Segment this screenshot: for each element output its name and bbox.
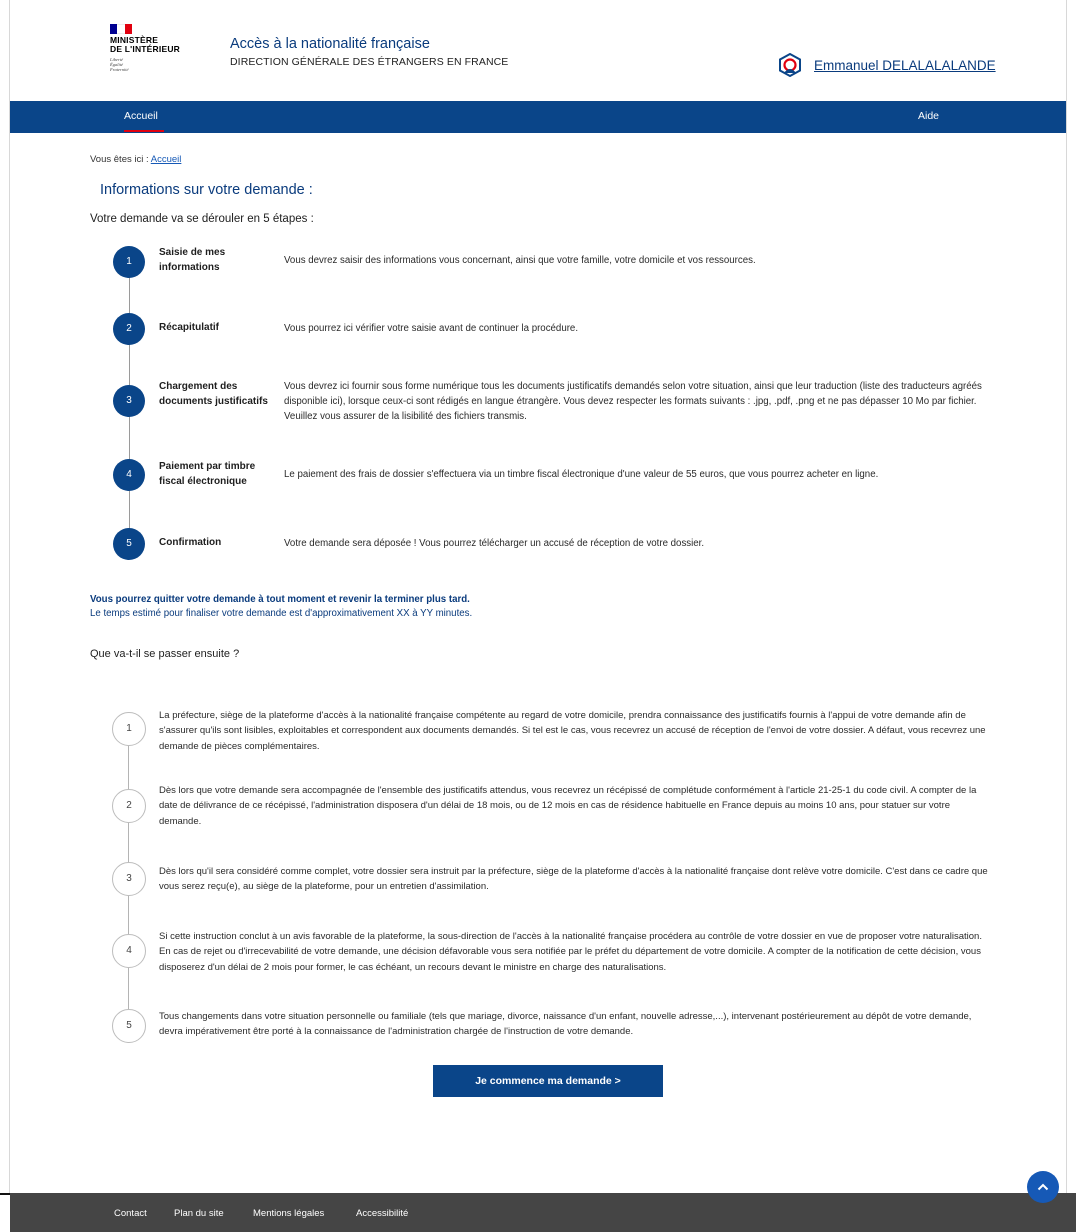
- user-profile-icon: [778, 53, 802, 77]
- user-account[interactable]: [778, 52, 996, 78]
- next-steps-title: Que va-t-il se passer ensuite ?: [90, 648, 240, 660]
- main-nav: [10, 101, 1066, 133]
- next-step-text: Dès lors que votre demande sera accompagnée de l'ensemble des justificatifs attendus, vous recevrez un récépissé de complétude conformément à l'article 21-25-1 du code civil. A compter de la date de délivrance de ce récépissé, l'administration disposera d'un délai de 18 mois, ou de 12 mois en cas de résidence habituelle en France depuis au moins 10 ans, pour statuer sur votre demande.: [159, 785, 977, 827]
- back-to-top-button[interactable]: [1027, 1171, 1059, 1203]
- footer-link-contact[interactable]: Contact: [114, 1208, 147, 1219]
- site-footer: [10, 1193, 1076, 1232]
- page-title: Informations sur votre demande :: [100, 182, 313, 198]
- logo-text-line: MINISTÈRE: [110, 35, 159, 45]
- step-number-badge: 1: [113, 246, 145, 278]
- start-request-button[interactable]: Je commence ma demande >: [433, 1065, 663, 1097]
- next-step-number-badge: 4: [112, 934, 146, 968]
- next-step-text: Si cette instruction conclut à un avis favorable de la plateforme, la sous-direction de l'accès à la nationalité française procédera au contrôle de votre dossier en vue de proposer votre naturalisation. En cas de rejet ou d'irrecevabilité de votre demande, une décision défavorable vous sera notifiée par le préfet du département de votre domicile. A compter de la notification de cette décision, vous disposerez d'un délai de 2 mois pour former, le cas échéant, un recours devant le ministre en charge des naturalisations.: [159, 931, 982, 973]
- breadcrumb: [90, 154, 181, 165]
- chevron-up-icon: [1037, 1183, 1049, 1191]
- step-title: Récapitulatif: [159, 322, 220, 333]
- step-number-badge: 4: [113, 459, 145, 491]
- estimated-time-notice: Le temps estimé pour finaliser votre demande est d'approximativement XX à YY minutes.: [90, 608, 473, 619]
- nav-item-aide[interactable]: Aide: [918, 110, 940, 122]
- next-step-number-badge: 1: [112, 712, 146, 746]
- step-title: Chargement des documents justificatifs: [159, 381, 268, 407]
- ministere-logo[interactable]: [110, 24, 210, 94]
- step-description: Vous devrez saisir des informations vous concernant, ainsi que votre famille, votre domicile et vos ressources.: [284, 255, 756, 266]
- french-flag-icon: [110, 24, 132, 34]
- steps-intro: Votre demande va se dérouler en 5 étapes :: [90, 213, 314, 225]
- next-step-text: Dès lors qu'il sera considéré comme complet, votre dossier sera instruit par la préfecture, siège de la plateforme d'accès à la nationalité française dont relève votre domicile. C'est dans ce cadre que vous serez reçu(e), au siège de la plateforme, pour un entretien d'assimilation.: [159, 866, 988, 893]
- page-border-left: [9, 0, 10, 1193]
- footer-link-plan-du-site[interactable]: Plan du site: [174, 1208, 224, 1219]
- step-description: Vous pourrez ici vérifier votre saisie avant de continuer la procédure.: [284, 323, 579, 334]
- next-step-number-badge: 3: [112, 862, 146, 896]
- nav-item-accueil[interactable]: Accueil: [124, 110, 158, 122]
- site-header: [10, 0, 1066, 101]
- logo-text-line: DE L'INTÉRIEUR: [110, 44, 180, 54]
- step-title: Paiement par timbre fiscal électronique: [159, 461, 256, 487]
- step-number-badge: 3: [113, 385, 145, 417]
- next-step-number-badge: 5: [112, 1009, 146, 1043]
- step-description: Vous devrez ici fournir sous forme numérique tous les documents justificatifs demandés selon votre situation, ainsi que leur traduction (liste des traducteurs agréés disponible ici), lorsque ceux-ci sont rédigés en langue étrangère. Vous devez respecter les formats suivants : .jpg, .pdf, .png et ne pas dépasser 10 Mo par fichier. Veuillez vous assurer de la lisibilité des fichiers transmis.: [284, 381, 982, 422]
- step-description: Le paiement des frais de dossier s'effectuera via un timbre fiscal électronique d'une valeur de 55 euros, que vous pourrez acheter en ligne.: [284, 469, 879, 480]
- next-step-text: La préfecture, siège de la plateforme d'accès à la nationalité française compétente au regard de votre domicile, prendra connaissance des justificatifs fournis à l'appui de votre demande afin de s'assurer qu'ils sont lisibles, exploitables et correspondent aux documents demandés. Si tel est le cas, vous recevrez un accusé de réception de l'envoi de votre dossier. A défaut, vous recevrez une demande de pièces complémentaires.: [159, 710, 986, 752]
- footer-link-accessibilite[interactable]: Accessibilité: [356, 1208, 409, 1219]
- page-border-right: [1066, 0, 1067, 1193]
- logo-motto: Liberté Égalité Fraternité: [110, 57, 129, 72]
- step-title: Saisie de mes informations: [159, 247, 226, 273]
- save-progress-notice: Vous pourrez quitter votre demande à tout moment et revenir la terminer plus tard.: [90, 594, 470, 605]
- step-number-badge: 5: [113, 528, 145, 560]
- step-description: Votre demande sera déposée ! Vous pourrez télécharger un accusé de réception de votre dossier.: [284, 538, 705, 549]
- user-name-link[interactable]: Emmanuel DELALALALANDE: [814, 57, 996, 73]
- next-step-number-badge: 2: [112, 789, 146, 823]
- next-step-text: Tous changements dans votre situation personnelle ou familiale (tels que mariage, divorce, naissance d'un enfant, nouvelle adresse,...), intervenant postérieurement au dépôt de votre demande, devra impérativement être porté à la connaissance de l'administration chargée de l'instruction de votre demande.: [159, 1011, 972, 1038]
- app-title: Accès à la nationalité française: [230, 36, 430, 52]
- nav-active-indicator: [124, 130, 164, 132]
- breadcrumb-prefix: Vous êtes ici :: [90, 154, 149, 165]
- step-title: Confirmation: [159, 537, 222, 548]
- breadcrumb-link-accueil[interactable]: Accueil: [150, 154, 182, 165]
- app-subtitle: DIRECTION GÉNÉRALE DES ÉTRANGERS EN FRANCE: [230, 56, 509, 68]
- step-number-badge: 2: [113, 313, 145, 345]
- footer-link-mentions-legales[interactable]: Mentions légales: [253, 1208, 325, 1219]
